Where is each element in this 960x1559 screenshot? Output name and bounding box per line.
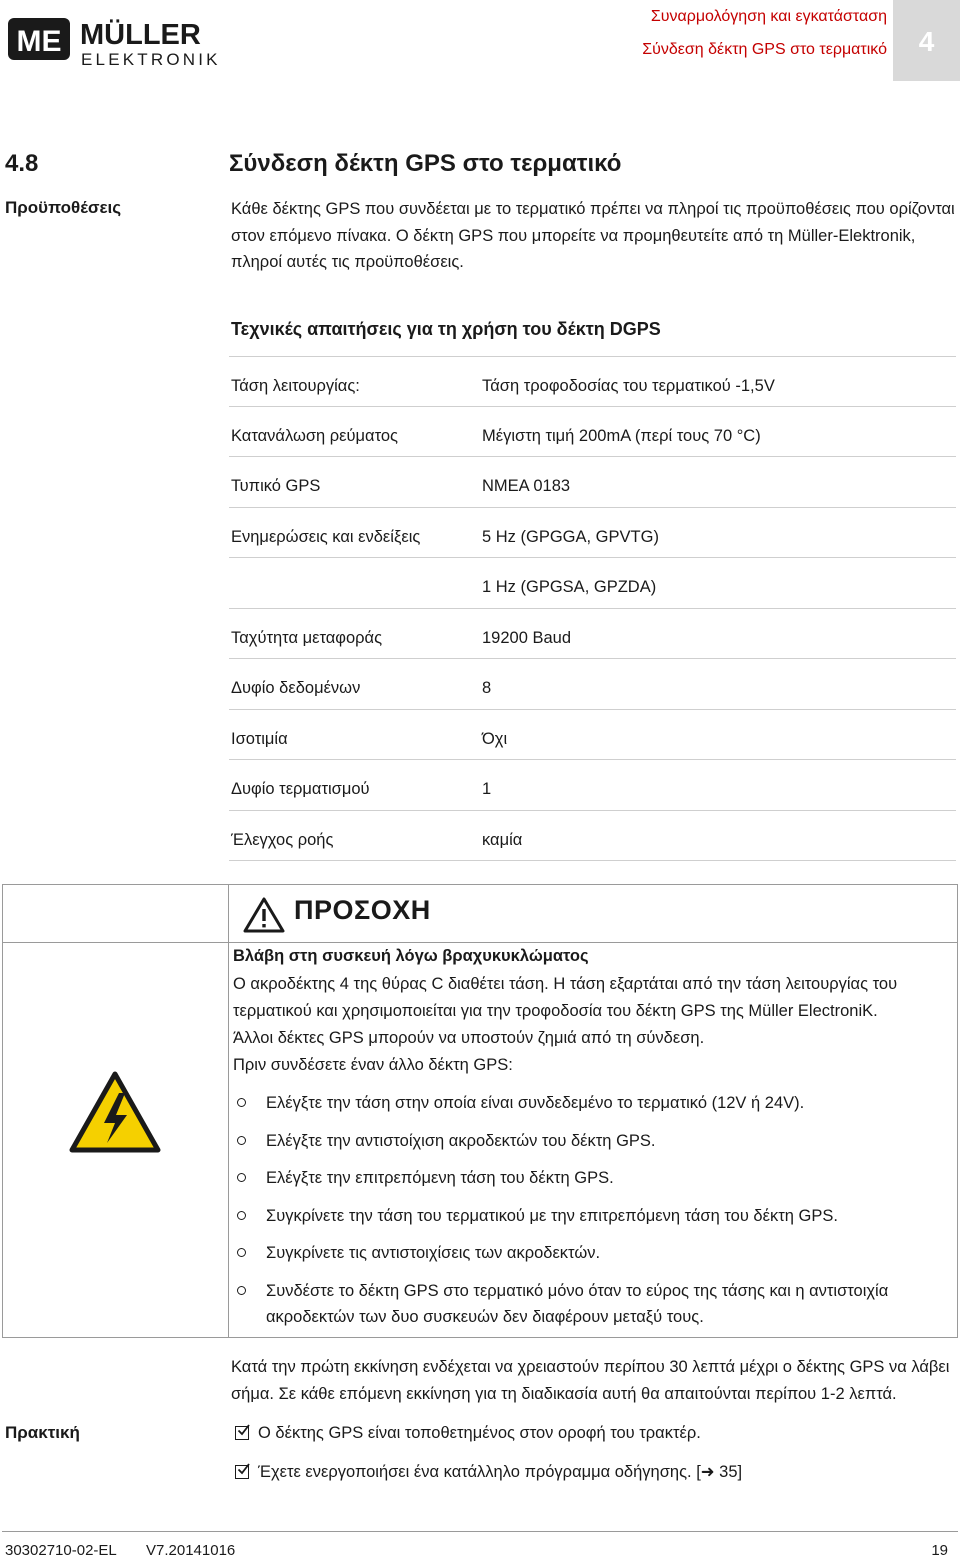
table-row	[229, 508, 956, 559]
prerequisites-label: Προϋποθέσεις	[5, 198, 122, 217]
svg-text:MÜLLER: MÜLLER	[80, 19, 201, 51]
table-row	[229, 811, 956, 862]
list-item-text: Συγκρίνετε τις αντιστοιχίσεις των ακροδεκτών.	[266, 1244, 601, 1262]
footer-doc-number: 30302710-02-EL	[5, 1542, 117, 1559]
warning-bullet-list	[237, 1090, 952, 1342]
table-cell-value: 1 Hz (GPGSA, GPZDA)	[482, 578, 657, 596]
table-cell-label: Ισοτιμία	[231, 729, 288, 748]
requirements-table-title: Τεχνικές απαιτήσεις για τη χρήση του δέκτη DGPS	[231, 319, 661, 339]
requirements-table	[229, 356, 956, 861]
list-item-text: Συνδέστε το δέκτη GPS στο τερματικό μόνο όταν το εύρος της τάσης και η αντιστοιχία ακροδεκτών των δυο συσκευών δεν διαφέρουν μεταξύ τους.	[266, 1281, 889, 1326]
high-voltage-icon	[69, 1071, 161, 1153]
table-cell-value: 5 Hz (GPGGA, GPVTG)	[482, 527, 659, 546]
warning-text	[233, 971, 948, 1079]
table-cell-value: 8	[482, 679, 492, 697]
warning-box	[2, 884, 958, 1338]
table-cell-label: Δυφίο δεδομένων	[231, 679, 361, 697]
table-row	[229, 659, 956, 710]
check-item-text: Ο δέκτης GPS είναι τοποθετημένος στον οροφή του τρακτέρ.	[258, 1424, 701, 1442]
table-row	[229, 609, 956, 660]
warning-icon-column	[3, 885, 229, 1337]
table-cell-value: Όχι	[482, 729, 508, 748]
section-title: Σύνδεση δέκτη GPS στο τερματικό	[229, 150, 622, 177]
table-cell-label: Κατανάλωση ρεύματος	[231, 426, 399, 445]
bullet-circle-icon	[237, 1098, 246, 1107]
bullet-circle-icon	[237, 1173, 246, 1182]
list-item	[237, 1278, 952, 1331]
check-item-text: Έχετε ενεργοποιήσει ένα κατάλληλο πρόγραμμα οδήγησης. [➜ 35]	[258, 1463, 743, 1481]
startup-note: Κατά την πρώτη εκκίνηση ενδέχεται να χρειαστούν περίπου 30 λεπτά μέχρι ο δέκτης GPS να λάβει σήμα. Σε κάθε επόμενη εκκίνηση για τη διαδικασία αυτή θα απαιτούνται περίπου 1-2 λεπτά.	[231, 1358, 950, 1403]
list-item-text: Ελέγξτε την επιτρεπόμενη τάση του δέκτη GPS.	[266, 1169, 614, 1187]
list-item	[237, 1203, 952, 1230]
list-item-text: Συγκρίνετε την τάση του τερματικού με την επιτρεπόμενη τάση του δέκτη GPS.	[266, 1206, 838, 1225]
list-item	[237, 1128, 952, 1155]
svg-text:ME: ME	[16, 25, 62, 58]
warning-header	[3, 885, 957, 943]
practice-checklist	[231, 1420, 956, 1498]
table-row	[229, 407, 956, 458]
warning-triangle-icon	[243, 897, 285, 933]
footer-divider	[2, 1531, 958, 1532]
table-cell-value: 19200 Baud	[482, 628, 572, 647]
muller-elektronik-logo	[8, 14, 223, 70]
footer-page-number: 19	[931, 1542, 948, 1559]
prerequisites-text: Κάθε δέκτης GPS που συνδέεται με το τερματικό πρέπει να πληροί τις προϋποθέσεις που ορίζονται στον επόμενο πίνακα. Ο δέκτη GPS που μπορείτε να προμηθευτείτε από τη Müller-Elektronik, πληροί αυτές τις προϋποθέσεις.	[231, 200, 955, 271]
table-row	[229, 457, 956, 508]
bullet-circle-icon	[237, 1136, 246, 1145]
svg-text:ELEKTRONIK: ELEKTRONIK	[81, 50, 221, 69]
list-item-text: Ελέγξτε την τάση στην οποία είναι συνδεδεμένο το τερματικό (12V ή 24V).	[266, 1094, 805, 1112]
section-number: 4.8	[5, 150, 39, 177]
list-item	[237, 1240, 952, 1267]
list-item-text: Ελέγξτε την αντιστοίχιση ακροδεκτών του δέκτη GPS.	[266, 1131, 656, 1150]
warning-text-line: Ο ακροδέκτης 4 της θύρας C διαθέτει τάση. Η τάση εξαρτάται από την τάση λειτουργίας του	[233, 975, 898, 993]
practice-label: Πρακτική	[5, 1423, 80, 1442]
bullet-circle-icon	[237, 1211, 246, 1220]
table-cell-label: Ενημερώσεις και ενδείξεις	[231, 527, 421, 546]
warning-text-line: Πριν συνδέσετε έναν άλλο δέκτη GPS:	[233, 1056, 513, 1074]
chapter-number: 4	[918, 26, 935, 57]
table-cell-value: Μέγιστη τιμή 200mA (περί τους 70 °C)	[482, 426, 761, 445]
warning-heading: Βλάβη στη συσκευή λόγω βραχυκυκλώματος	[233, 947, 589, 965]
warning-text-line: τερματικού και χρησιμοποιείται για την τροφοδοσία του δέκτη GPS της Müller ElectroniK.	[233, 1002, 878, 1020]
table-cell-label: Ταχύτητα μεταφοράς	[231, 628, 383, 647]
list-item	[237, 1090, 952, 1117]
table-cell-label: Έλεγχος ροής	[231, 830, 334, 849]
table-row	[229, 710, 956, 761]
checkbox-checked-icon	[235, 1465, 249, 1479]
warning-text-line: Άλλοι δέκτες GPS μπορούν να υποστούν ζημιά από τη σύνδεση.	[233, 1029, 705, 1047]
checkbox-checked-icon	[235, 1426, 249, 1440]
table-cell-label: Δυφίο τερματισμού	[231, 780, 370, 798]
check-item	[231, 1459, 956, 1485]
list-item	[237, 1165, 952, 1192]
table-cell-value: Τάση τροφοδοσίας του τερματικού -1,5V	[482, 377, 775, 395]
table-row	[229, 356, 956, 407]
warning-signal-word: ΠΡΟΣΟΧΗ	[294, 895, 431, 925]
table-cell-label: Τυπικό GPS	[231, 477, 321, 495]
table-cell-label: Τάση λειτουργίας:	[231, 377, 360, 395]
check-item	[231, 1420, 956, 1446]
section-subtitle: Σύνδεση δέκτη GPS στο τερματικό	[642, 41, 887, 58]
table-row	[229, 558, 956, 609]
table-cell-value: NMEA 0183	[482, 477, 571, 495]
chapter-tab	[893, 0, 960, 81]
footer-version: V7.20141016	[146, 1542, 236, 1559]
bullet-circle-icon	[237, 1248, 246, 1257]
table-row	[229, 760, 956, 811]
bullet-circle-icon	[237, 1286, 246, 1295]
table-cell-value: 1	[482, 780, 492, 798]
table-cell-value: καμία	[482, 830, 523, 849]
chapter-title: Συναρμολόγηση και εγκατάσταση	[650, 8, 887, 25]
